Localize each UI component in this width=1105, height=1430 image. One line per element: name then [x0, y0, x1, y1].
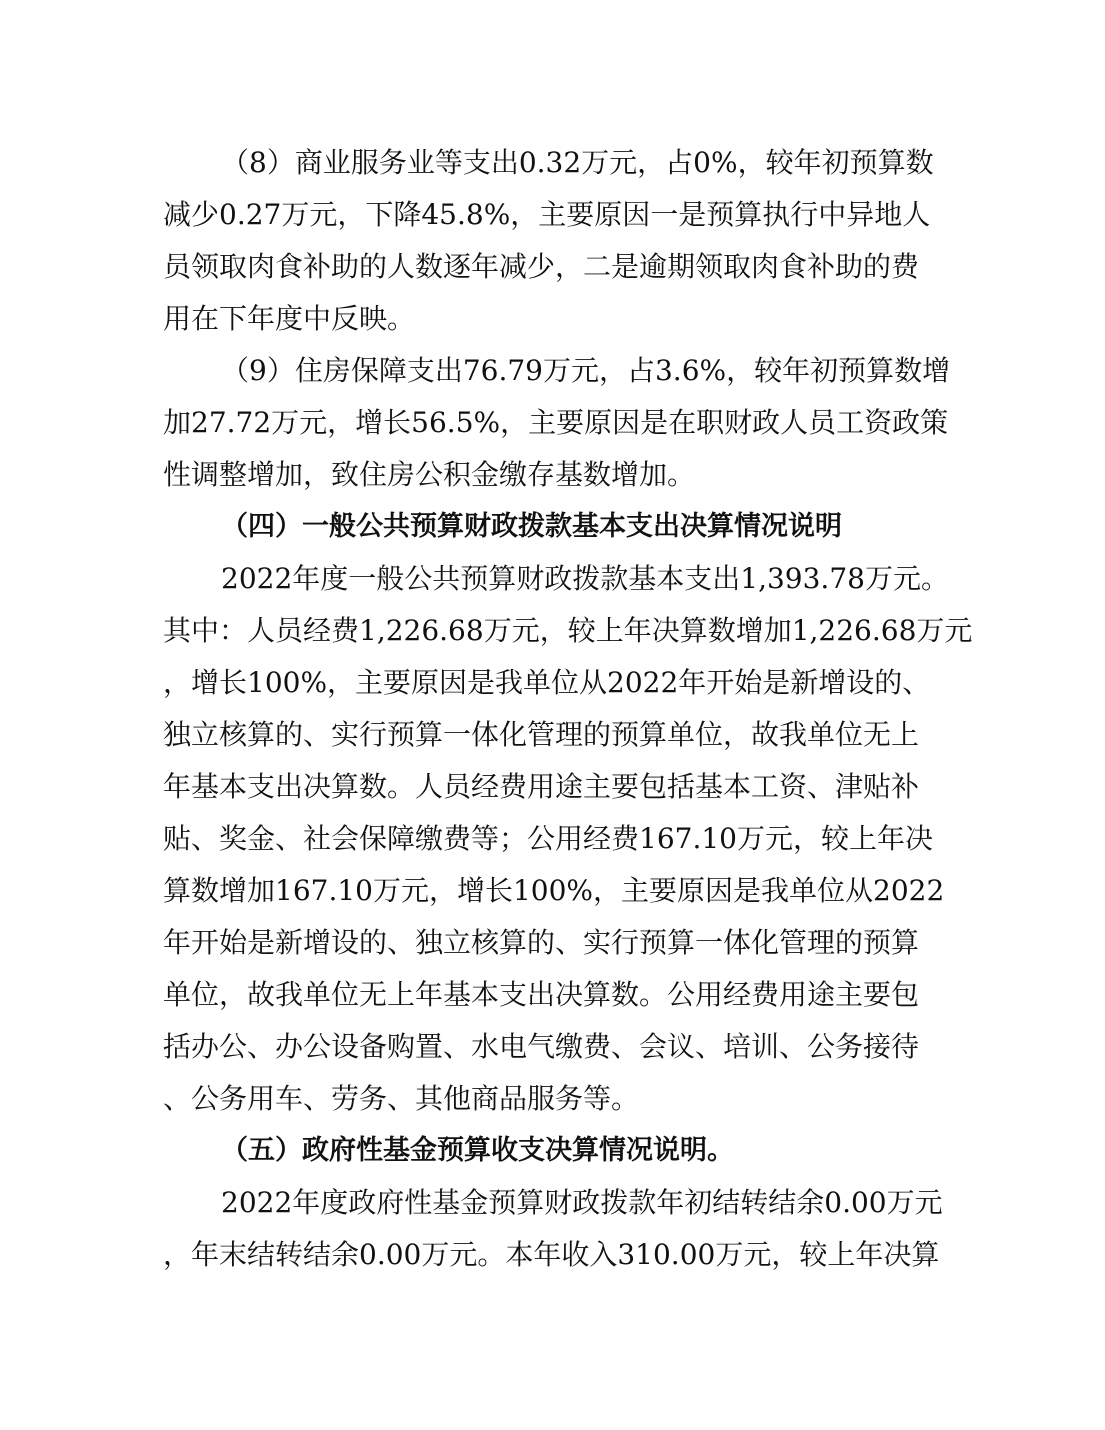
- text-line: 员领取肉食补助的人数逐年减少，二是逾期领取肉食补助的费: [163, 250, 920, 283]
- text-line: 贴、奖金、社会保障缴费等；公用经费167.10万元，较上年决: [163, 822, 933, 855]
- section-heading: （四）一般公共预算财政拨款基本支出决算情况说明: [221, 511, 842, 542]
- text-line: 、公务用车、劳务、其他商品服务等。: [163, 1082, 640, 1115]
- text-line: （9）住房保障支出76.79万元，占3.6%，较年初预算数增: [221, 354, 951, 387]
- text-line: 性调整增加，致住房公积金缴存基数增加。: [163, 458, 696, 491]
- text-line: 括办公、办公设备购置、水电气缴费、会议、培训、公务接待: [163, 1030, 920, 1063]
- text-line: 加27.72万元，增长56.5%，主要原因是在职财政人员工资政策: [163, 406, 949, 439]
- text-line: ，年末结转结余0.00万元。本年收入310.00万元，较上年决算: [163, 1238, 940, 1271]
- text-line: 独立核算的、实行预算一体化管理的预算单位，故我单位无上: [163, 718, 920, 751]
- text-line: ，增长100%，主要原因是我单位从2022年开始是新增设的、: [163, 666, 931, 699]
- text-line: （8）商业服务业等支出0.32万元，占0%，较年初预算数: [221, 146, 934, 179]
- text-line: 用在下年度中反映。: [163, 302, 416, 335]
- text-line: 其中：人员经费1,226.68万元，较上年决算数增加1,226.68万元: [163, 614, 973, 647]
- section-5: [163, 1125, 953, 1281]
- paragraph-item-8: [163, 137, 953, 345]
- text-line: 2022年度政府性基金预算财政拨款年初结转结余0.00万元: [221, 1186, 943, 1219]
- text-line: 年基本支出决算数。人员经费用途主要包括基本工资、津贴补: [163, 770, 920, 803]
- text-line: 单位，故我单位无上年基本支出决算数。公用经费用途主要包: [163, 978, 920, 1011]
- paragraph-item-9: [163, 345, 953, 501]
- text-line: 减少0.27万元，下降45.8%，主要原因一是预算执行中异地人: [163, 198, 931, 231]
- text-line: 2022年度一般公共预算财政拨款基本支出1,393.78万元。: [221, 562, 949, 595]
- section-heading: （五）政府性基金预算收支决算情况说明。: [221, 1135, 734, 1166]
- document-body: [163, 137, 973, 1281]
- section-4: [163, 501, 973, 1125]
- text-line: 算数增加167.10万元，增长100%，主要原因是我单位从2022: [163, 874, 945, 907]
- text-line: 年开始是新增设的、独立核算的、实行预算一体化管理的预算: [163, 926, 920, 959]
